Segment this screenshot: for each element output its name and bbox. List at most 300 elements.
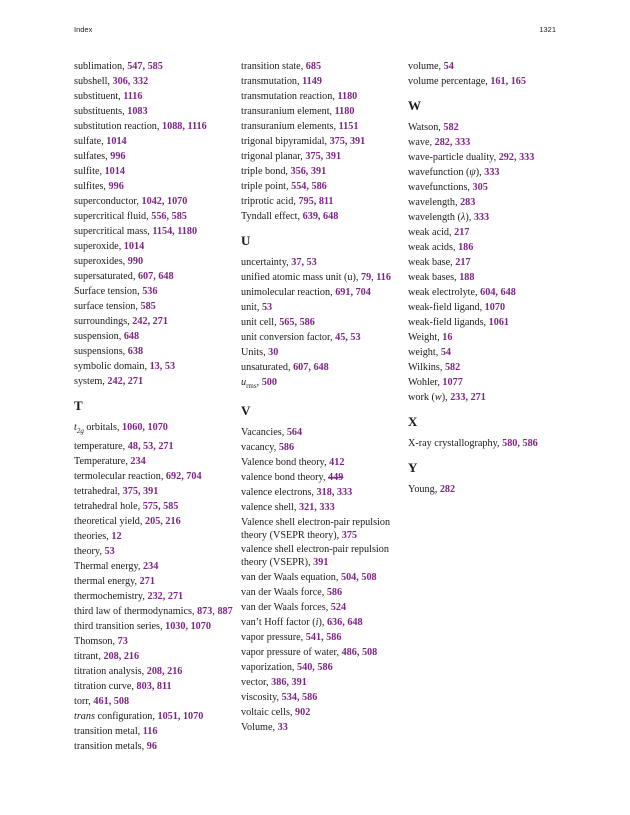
index-entry	[74, 709, 234, 724]
entry-term: ),	[318, 617, 327, 629]
entry-pages[interactable]: 556, 585	[151, 211, 187, 222]
index-entry	[241, 255, 401, 270]
index-entry	[74, 149, 234, 164]
entry-pages[interactable]: 37, 53	[291, 257, 317, 268]
entry-pages[interactable]: 585	[140, 301, 156, 312]
entry-group	[74, 439, 234, 604]
entry-pages[interactable]: 1180	[334, 106, 355, 117]
entry-group	[241, 485, 401, 515]
entry-group	[241, 285, 401, 375]
entry-term: trigonal bipyramidal,	[241, 136, 330, 147]
entry-pages[interactable]: 1154, 1180	[152, 226, 198, 237]
entry-pages[interactable]: 639, 648	[302, 211, 339, 222]
entry-term: unified atomic mass unit (u),	[241, 272, 361, 283]
entry-term: wave-particle duality,	[408, 152, 499, 163]
entry-pages[interactable]: 1030, 1070	[165, 621, 211, 633]
entry-pages[interactable]: 547, 585	[127, 61, 163, 72]
letter-heading-y: Y	[408, 460, 418, 475]
index-entry	[408, 315, 568, 330]
entry-group	[74, 619, 234, 709]
entry-term: Wilkins,	[408, 362, 445, 373]
index-entry	[408, 300, 568, 315]
entry-pages[interactable]: 116	[376, 272, 391, 283]
index-entry	[408, 255, 568, 270]
index-entry	[408, 195, 568, 210]
entry-pages[interactable]: 1083	[127, 106, 148, 117]
entry-pages[interactable]: 333	[484, 167, 500, 178]
index-entry	[408, 285, 568, 300]
entry-pages[interactable]: 990	[127, 256, 144, 267]
entry-pages[interactable]: 292, 333	[498, 152, 535, 163]
entry-pages[interactable]: 1116	[123, 91, 143, 102]
index-entry	[74, 664, 234, 679]
entry-term: Wohler,	[408, 377, 443, 388]
entry-group	[241, 425, 401, 470]
entry-term: substitution reaction,	[74, 121, 162, 132]
entry-term: thermal energy,	[74, 576, 140, 588]
entry-term: X-ray crystallography,	[408, 438, 503, 449]
entry-term: theory,	[74, 546, 105, 558]
index-entry	[74, 359, 234, 374]
entry-pages[interactable]: 607, 648	[137, 271, 174, 282]
entry-term: third transition series,	[74, 621, 166, 633]
entry-pages[interactable]: 242, 271	[132, 316, 168, 327]
index-entry	[408, 74, 568, 89]
entry-pages[interactable]: 96	[146, 741, 157, 753]
index-entry	[74, 574, 234, 589]
entry-pages[interactable]: 449	[328, 472, 344, 484]
entry-pages[interactable]: 1060, 1070	[122, 422, 168, 433]
index-entry	[241, 425, 401, 440]
entry-term: surroundings,	[74, 316, 133, 327]
entry-term: Units,	[241, 347, 269, 358]
index-entry	[241, 470, 401, 485]
entry-pages[interactable]: 1180	[337, 91, 358, 102]
index-entry	[74, 284, 234, 299]
entry-term: vapor pressure of water,	[241, 647, 342, 659]
index-column-1	[74, 59, 234, 754]
index-entry	[241, 59, 401, 74]
entry-term: torr,	[74, 696, 94, 708]
entry-pages[interactable]: 306, 332	[112, 76, 149, 87]
entry-pages[interactable]: 461, 508	[93, 696, 130, 708]
entry-term: supersaturated,	[74, 271, 138, 282]
entry-pages[interactable]: 318, 333	[316, 487, 353, 499]
entry-term: Valence bond theory,	[241, 457, 330, 469]
entry-pages[interactable]: 604, 648	[480, 287, 516, 298]
entry-term: ),	[465, 212, 474, 223]
index-entry	[241, 194, 401, 209]
entry-term: wavefunction (	[408, 167, 470, 178]
index-entry	[74, 299, 234, 314]
index-entry	[408, 482, 568, 497]
index-entry	[74, 374, 234, 389]
entry-pages[interactable]: 1151	[338, 121, 359, 132]
entry-term: superconductor,	[74, 196, 142, 207]
entry-term: u	[241, 377, 247, 388]
entry-pages[interactable]: 12	[111, 531, 122, 543]
entry-term: unit,	[241, 302, 262, 313]
entry-term: substituent,	[74, 91, 124, 102]
entry-term: thermochemistry,	[74, 591, 148, 603]
letter-heading-v: V	[241, 403, 251, 419]
index-entry	[74, 74, 234, 89]
index-entry	[241, 104, 401, 119]
entry-term: weak electrolyte,	[408, 287, 481, 298]
entry-pages[interactable]: 534, 586	[281, 692, 318, 704]
entry-pages[interactable]: 1061	[488, 317, 509, 328]
entry-pages[interactable]: 692, 704	[165, 471, 202, 483]
index-entry	[241, 440, 401, 455]
entry-term: configuration,	[94, 711, 158, 723]
entry-pages[interactable]: 1042, 1070	[141, 196, 188, 207]
entry-pages[interactable]: 54	[443, 61, 454, 72]
index-entry	[74, 179, 234, 194]
entry-group	[408, 120, 568, 165]
entry-pages[interactable]: 582	[444, 362, 461, 373]
index-entry	[241, 690, 401, 705]
entry-pages[interactable]: 375, 391	[329, 136, 366, 147]
entry-term: sublimation,	[74, 61, 128, 72]
entry-group	[408, 225, 568, 390]
entry-pages[interactable]: 33	[277, 722, 288, 734]
entry-term: t	[74, 422, 77, 433]
entry-pages[interactable]: 116	[142, 726, 158, 738]
entry-subscript: rms	[246, 382, 257, 391]
index-entry	[241, 134, 401, 149]
entry-pages[interactable]: 305	[472, 182, 488, 193]
entry-term: sulfates,	[74, 151, 111, 162]
entry-term: system,	[74, 376, 108, 387]
entry-pages[interactable]: 575, 585	[142, 501, 179, 513]
entry-term: titration analysis,	[74, 666, 147, 678]
entry-term: termolecular reaction,	[74, 471, 166, 483]
entry-pages[interactable]: 73	[117, 636, 128, 648]
entry-pages[interactable]: 321, 333	[299, 502, 335, 514]
entry-pages[interactable]: 1014	[106, 136, 127, 147]
entry-pages[interactable]: 554, 586	[291, 181, 327, 192]
index-entry	[241, 330, 401, 345]
entry-subscript: 2g	[76, 427, 84, 436]
entry-term: Young,	[408, 484, 440, 495]
index-entry	[408, 59, 568, 74]
index-entry	[74, 649, 234, 664]
entry-pages[interactable]: 48, 53, 271	[127, 441, 174, 453]
entry-pages[interactable]: 283	[460, 197, 476, 208]
entry-pages[interactable]: 1088, 1116	[162, 121, 207, 132]
index-entry	[241, 315, 401, 330]
entry-pages[interactable]: 486, 508	[341, 647, 378, 659]
index-entry	[241, 455, 401, 470]
entry-term: subshell,	[74, 76, 113, 87]
index-entry	[74, 104, 234, 119]
index-entry	[408, 345, 568, 360]
entry-term: supercritical mass,	[74, 226, 153, 237]
index-entry	[74, 420, 234, 439]
letter-heading-x: X	[408, 414, 418, 429]
entry-pages[interactable]: 391	[313, 557, 329, 569]
index-entry	[74, 605, 234, 618]
entry-term: i	[315, 617, 319, 629]
entry-pages[interactable]: 53	[261, 302, 273, 313]
entry-pages[interactable]: 536	[142, 286, 158, 297]
index-entry	[241, 615, 401, 630]
entry-pages[interactable]: 582	[443, 122, 459, 133]
entry-pages[interactable]: 1014	[123, 241, 145, 252]
entry-pages[interactable]: 580, 586	[502, 438, 538, 449]
entry-pages[interactable]: 1051, 1070	[157, 711, 204, 723]
entry-term: weak acid,	[408, 227, 455, 238]
entry-pages[interactable]: 412	[329, 457, 345, 469]
entry-pages[interactable]: 333	[473, 212, 490, 223]
entry-pages[interactable]: 53	[104, 546, 115, 558]
index-entry	[74, 344, 234, 359]
index-entry	[241, 675, 401, 690]
entry-pages[interactable]: 161, 165	[490, 76, 526, 87]
index-entry	[241, 600, 401, 615]
entry-pages[interactable]: 233, 271	[450, 392, 486, 403]
entry-term: transition metals,	[74, 741, 147, 753]
entry-pages[interactable]: 638	[127, 346, 144, 357]
entry-pages[interactable]: 996	[110, 151, 126, 162]
entry-pages[interactable]: 691, 704	[335, 287, 371, 298]
index-entry	[408, 165, 568, 180]
index-column-2	[241, 59, 401, 735]
index-entry	[74, 239, 234, 254]
entry-pages[interactable]: 607, 648	[293, 362, 329, 373]
entry-term: wavelength (	[408, 212, 461, 223]
entry-term: valence bond theory,	[241, 472, 329, 484]
entry-term: transmutation,	[241, 76, 303, 87]
entry-pages[interactable]: 386, 391	[271, 677, 307, 689]
entry-term: viscosity,	[241, 692, 282, 704]
index-entry	[74, 314, 234, 329]
entry-pages[interactable]: 540, 586	[297, 662, 333, 674]
entry-pages[interactable]: 282, 333	[434, 137, 471, 148]
entry-pages[interactable]: 1014	[104, 166, 125, 177]
entry-pages[interactable]: 564	[286, 427, 303, 439]
entry-term: unsaturated,	[241, 362, 294, 373]
index-entry	[408, 390, 568, 405]
index-entry	[74, 694, 234, 709]
entry-pages[interactable]: 500	[261, 377, 277, 388]
index-entry	[241, 119, 401, 134]
index-entry	[74, 134, 234, 149]
entry-pages[interactable]: 586	[326, 587, 343, 599]
entry-pages[interactable]: 648	[123, 331, 140, 342]
index-entry	[241, 74, 401, 89]
entry-pages[interactable]: 271	[139, 576, 155, 588]
entry-pages[interactable]: 205, 216	[145, 516, 181, 528]
index-entry	[74, 724, 234, 739]
index-entry	[241, 485, 401, 500]
entry-term: van der Waals forces,	[241, 602, 331, 614]
entry-pages[interactable]: 996	[108, 181, 124, 192]
entry-term: unit cell,	[241, 317, 280, 328]
entry-pages[interactable]: 234	[143, 561, 159, 573]
entry-pages[interactable]: 902	[295, 707, 311, 719]
entry-term: transuranium elements,	[241, 121, 339, 132]
index-entry	[408, 225, 568, 240]
entry-pages[interactable]: 242, 271	[107, 376, 144, 387]
index-entry	[241, 149, 401, 164]
index-column-3	[408, 59, 568, 497]
entry-pages[interactable]: 375, 391	[305, 151, 342, 162]
entry-term: transuranium element,	[241, 106, 335, 117]
entry-group	[241, 630, 401, 735]
index-entry	[74, 329, 234, 344]
entry-term: tetrahedral hole,	[74, 501, 143, 513]
entry-term: theoretical yield,	[74, 516, 145, 528]
entry-term: vaporization,	[241, 662, 298, 674]
letter-heading-t: T	[74, 398, 83, 413]
entry-term: Volume,	[241, 722, 278, 734]
entry-pages[interactable]: 1077	[442, 377, 463, 388]
index-entry	[74, 209, 234, 224]
entry-pages[interactable]: 504, 508	[340, 572, 377, 584]
entry-term: weak base,	[408, 257, 456, 268]
entry-term: superoxides,	[74, 256, 128, 267]
entry-term: van’t Hoff factor (	[241, 617, 316, 629]
entry-group	[408, 59, 568, 89]
entry-separator: ,	[212, 606, 218, 618]
index-entry	[241, 285, 401, 300]
entry-term: weak acids,	[408, 242, 459, 253]
index-entry	[241, 720, 401, 735]
index-entry	[74, 469, 234, 484]
entry-term: temperature,	[74, 441, 128, 453]
entry-term: sulfite,	[74, 166, 105, 177]
entry-term: supercritical fluid,	[74, 211, 152, 222]
entry-pages[interactable]: 188	[459, 272, 475, 283]
entry-term: work (	[408, 392, 435, 403]
entry-term: Temperature,	[74, 456, 131, 468]
entry-pages[interactable]: 524	[330, 602, 347, 614]
entry-pages[interactable]: 1070	[484, 302, 506, 313]
entry-term: sulfites,	[74, 181, 109, 192]
index-entry	[74, 514, 234, 529]
index-entry	[74, 544, 234, 559]
entry-term: valence shell electron-pair repulsion theory (VSEPR),	[241, 544, 389, 569]
entry-group	[241, 570, 401, 615]
entry-term: wavefunctions,	[408, 182, 473, 193]
index-entry	[74, 89, 234, 104]
entry-term: van der Waals force,	[241, 587, 327, 599]
entry-pages[interactable]: 234	[130, 456, 146, 468]
index-entry	[74, 269, 234, 284]
entry-term: ),	[441, 392, 451, 403]
index-entry	[408, 360, 568, 375]
entry-pages[interactable]: 217	[455, 257, 471, 268]
index-entry	[241, 543, 401, 569]
entry-pages[interactable]: 541, 586	[305, 632, 342, 644]
entry-term: voltaic cells,	[241, 707, 296, 719]
entry-pages[interactable]: 375	[341, 530, 358, 542]
entry-pages[interactable]: 873	[197, 606, 213, 618]
index-entry	[408, 240, 568, 255]
entry-pages[interactable]: 13, 53	[149, 361, 176, 372]
entry-term: superoxide,	[74, 241, 124, 252]
entry-pages[interactable]: 375, 391	[122, 486, 159, 498]
entry-pages[interactable]: 186	[458, 242, 474, 253]
entry-term: λ	[460, 212, 466, 223]
entry-term: unimolecular reaction,	[241, 287, 336, 298]
index-entry	[241, 585, 401, 600]
index-entry	[74, 224, 234, 239]
entry-pages[interactable]: 79	[360, 272, 372, 283]
entry-pages[interactable]: 45, 53	[335, 332, 361, 343]
entry-pages[interactable]: 685	[305, 61, 322, 72]
index-entry	[408, 150, 568, 165]
index-entry	[408, 135, 568, 150]
entry-group	[408, 436, 568, 451]
entry-term: wavelength,	[408, 197, 461, 208]
entry-term: weak bases,	[408, 272, 460, 283]
entry-pages[interactable]: 217	[454, 227, 470, 238]
entry-term: Thermal energy,	[74, 561, 144, 573]
index-entry	[74, 254, 234, 269]
index-entry	[241, 570, 401, 585]
entry-pages[interactable]: 565, 586	[279, 317, 315, 328]
entry-pages[interactable]: 636, 648	[326, 617, 363, 629]
entry-pages[interactable]: 16	[442, 332, 453, 343]
index-entry	[241, 360, 401, 375]
index-entry	[241, 660, 401, 675]
index-entry	[408, 375, 568, 390]
index-entry	[408, 330, 568, 345]
entry-pages[interactable]: 1149	[302, 76, 322, 87]
entry-term: unit conversion factor,	[241, 332, 336, 343]
index-entry	[241, 705, 401, 720]
entry-term: Surface tension,	[74, 286, 143, 297]
entry-term: triple point,	[241, 181, 292, 192]
entry-term: suspensions,	[74, 346, 128, 357]
entry-term: titration curve,	[74, 681, 137, 693]
entry-term: ψ	[469, 167, 476, 178]
index-entry	[408, 180, 568, 195]
index-entry	[74, 529, 234, 544]
entry-pages[interactable]: 586	[278, 442, 295, 454]
entry-pages[interactable]: 887	[217, 606, 233, 618]
entry-term: substituents,	[74, 106, 128, 117]
entry-term: vector,	[241, 677, 272, 689]
entry-pages[interactable]: 232, 271	[147, 591, 184, 603]
entry-pages[interactable]: 208, 216	[146, 666, 183, 678]
index-entry	[241, 164, 401, 179]
entry-term: volume,	[408, 61, 444, 72]
entry-term: Watson,	[408, 122, 444, 133]
entry-pages[interactable]: 282	[439, 484, 456, 495]
index-entry	[241, 645, 401, 660]
entry-pages[interactable]: 30	[268, 347, 279, 358]
index-entry	[74, 454, 234, 469]
index-entry	[74, 164, 234, 179]
entry-group	[241, 59, 401, 224]
entry-pages[interactable]: 356, 391	[290, 166, 327, 177]
entry-pages[interactable]: 54	[440, 347, 452, 358]
entry-pages[interactable]: 795, 811	[298, 196, 334, 207]
entry-term: transition metal,	[74, 726, 143, 738]
index-entry	[74, 119, 234, 134]
letter-heading-u: U	[241, 233, 251, 248]
entry-term: tetrahedral,	[74, 486, 123, 498]
index-entry	[241, 89, 401, 104]
entry-pages[interactable]: 208, 216	[103, 651, 140, 663]
index-entry	[241, 345, 401, 360]
index-entry	[74, 739, 234, 754]
index-entry	[408, 436, 568, 451]
entry-pages[interactable]: 803, 811	[136, 681, 172, 693]
